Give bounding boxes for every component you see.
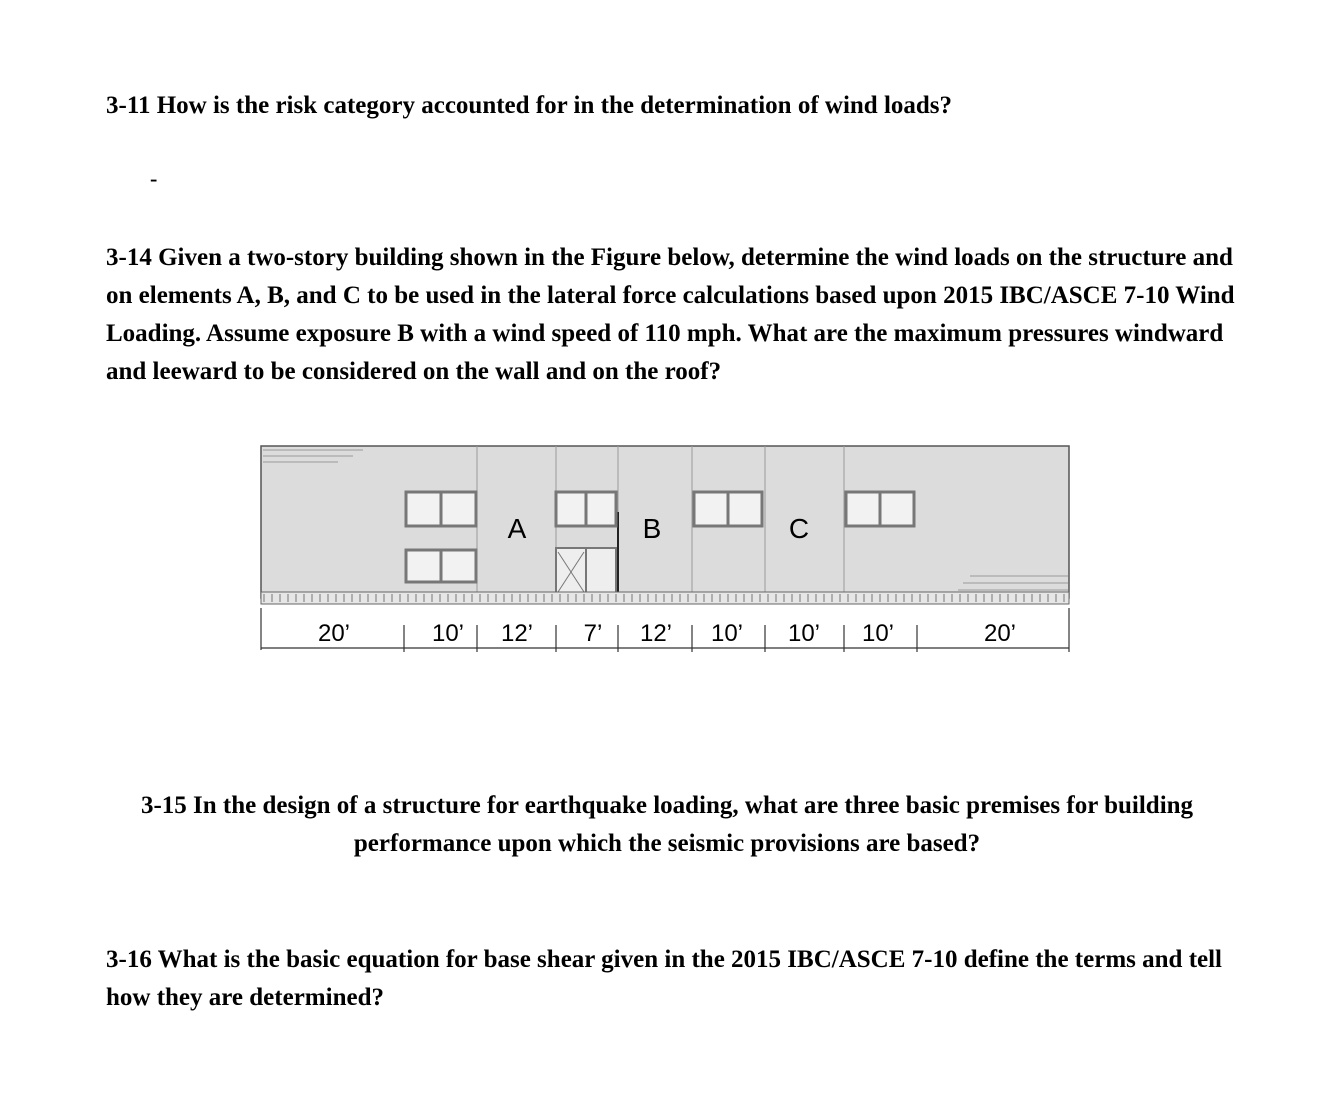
window-upper-1 (406, 492, 476, 526)
dimension-4: 7’ (583, 620, 603, 647)
window-upper-2 (556, 492, 616, 526)
dimension-2: 10’ (431, 620, 465, 647)
element-label-a: A (507, 513, 527, 544)
foundation-band (261, 592, 1069, 604)
dimension-9: 20’ (983, 620, 1017, 647)
dimension-3: 12’ (500, 620, 534, 647)
question-3-16: 3-16 What is the basic equation for base shear given in the 2015 IBC/ASCE 7-10 define the terms and tell how they are determined? (106, 946, 1223, 1011)
element-label-b: B (642, 513, 662, 544)
dimension-5: 12’ (639, 620, 673, 647)
dimension-7: 10’ (787, 620, 821, 647)
question-3-15: 3-15 In the design of a structure for earthquake loading, what are three basic premises for building performance upon which the seismic provisions are based? (140, 792, 1194, 857)
dimension-1: 20’ (317, 620, 351, 647)
element-label-c: C (788, 513, 810, 544)
window-lower-1 (406, 550, 476, 582)
entrance-door (556, 548, 616, 596)
question-3-14: 3-14 Given a two-story building shown in the Figure below, determine the wind loads on the structure and on elements A, B, and C to be used in the lateral force calculations based upon 2015 IBC/ASCE 7-10 Wind Loading. Assume exposure B with a wind speed of 110 mph. What are the maximum pressures windward and leeward to be considered on the wall and on the roof? (106, 244, 1235, 385)
question-3-11: 3-11 How is the risk category accounted for in the determination of wind loads? (106, 92, 953, 119)
window-upper-3 (694, 492, 762, 526)
building-elevation-drawing (258, 440, 1078, 660)
answer-placeholder-dash: - (150, 166, 158, 191)
foundation-hatch (264, 594, 1064, 602)
window-upper-4 (846, 492, 914, 526)
building-wall (261, 446, 1069, 598)
dimension-8: 10’ (861, 620, 895, 647)
dimension-6: 10’ (710, 620, 744, 647)
building-elevation-figure (258, 440, 1078, 660)
